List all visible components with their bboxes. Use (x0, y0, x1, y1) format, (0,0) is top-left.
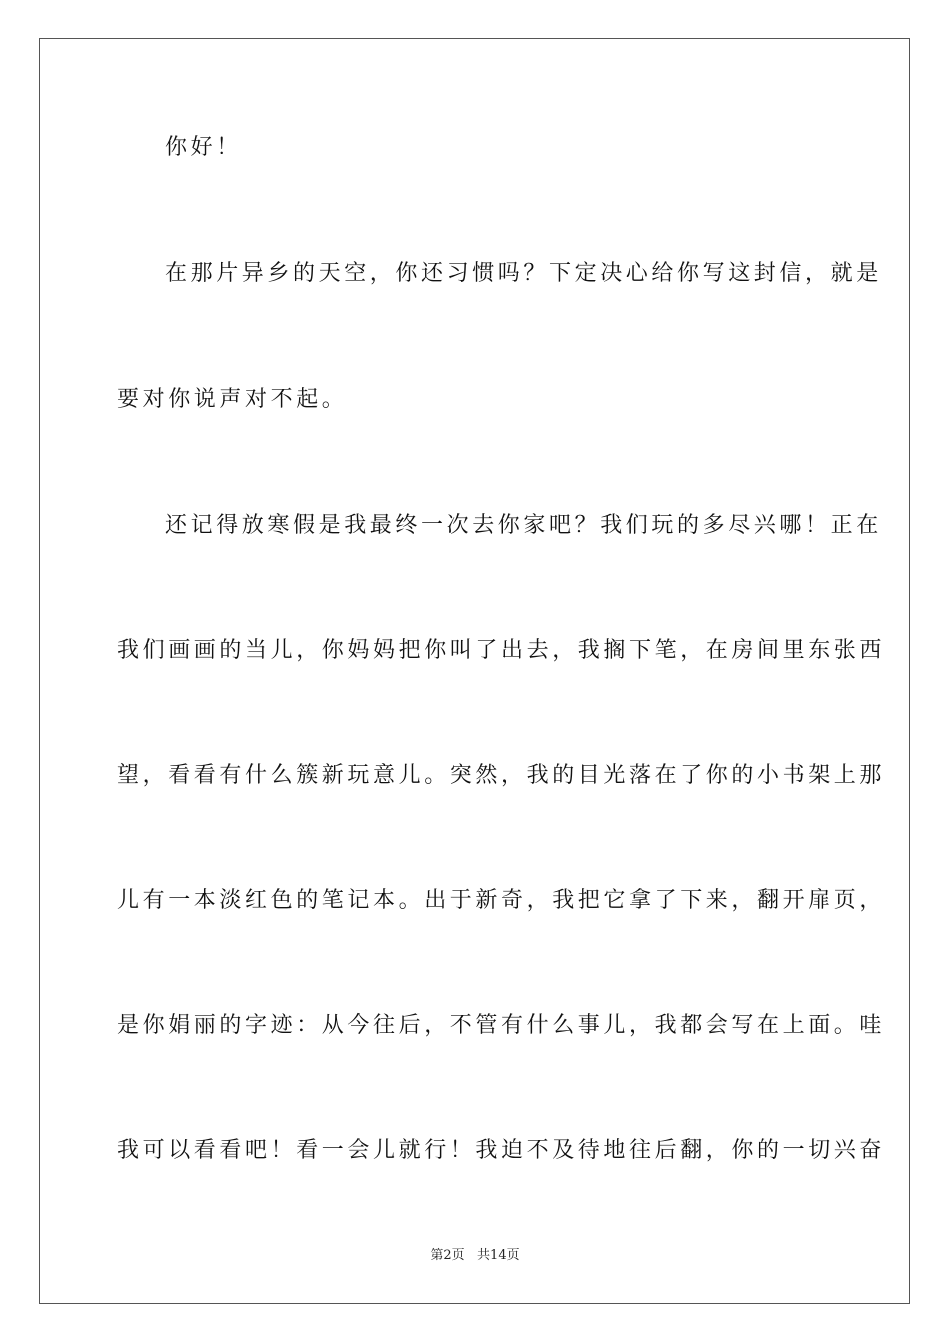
paragraph-line: 要对你说声对不起。 (117, 387, 348, 412)
paragraph-line: 望，看看有什么簇新玩意儿。突然，我的目光落在了你的小书架上那 (117, 763, 886, 788)
page-border (39, 38, 910, 1304)
paragraph-line: 儿有一本淡红色的笔记本。出于新奇，我把它拿了下来，翻开扉页， (117, 888, 886, 913)
paragraph-line: 还记得放寒假是我最终一次去你家吧？我们玩的多尽兴哪！正在 (165, 513, 882, 538)
paragraph-line: 我可以看看吧！看一会儿就行！我迫不及待地往后翻，你的一切兴奋 (117, 1138, 886, 1163)
paragraph-line: 是你娟丽的字迹：从今往后，不管有什么事儿，我都会写在上面。哇 (117, 1013, 886, 1038)
paragraph-line: 我们画画的当儿，你妈妈把你叫了出去，我搁下笔，在房间里东张西 (117, 638, 886, 663)
salutation: 你好！ (165, 135, 242, 160)
paragraph-line: 在那片异乡的天空，你还习惯吗？下定决心给你写这封信，就是 (165, 261, 882, 286)
page-number-footer: 第2页 共14页 (430, 1248, 520, 1263)
